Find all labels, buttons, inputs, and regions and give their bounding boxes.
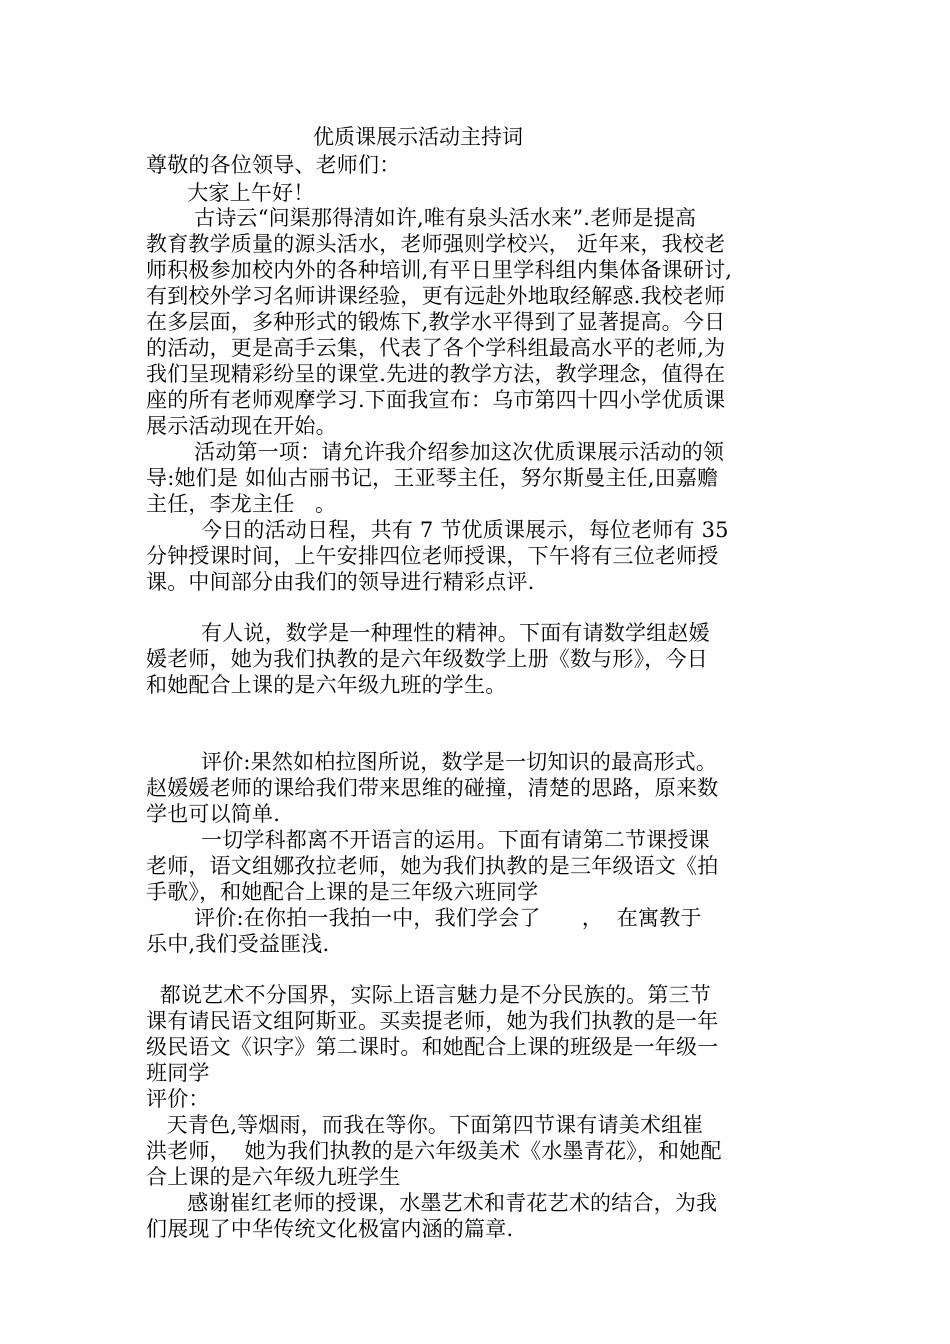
text-line: 主任，李龙主任 。 (146, 492, 337, 516)
text-line: 课。中间部分由我们的领导进行精彩点评. (146, 570, 535, 594)
text-line: 师积极参加校内外的各种培训,有平日里学科组内集体备课研讨, (146, 258, 733, 282)
text-line: 的活动，更是高手云集，代表了各个学科组最高水平的老师,为 (146, 336, 726, 360)
text-line: 评价:在你拍一我拍一中，我们学会了 ， 在寓教于 (146, 906, 702, 930)
text-line: 乐中,我们受益匪浅. (146, 932, 330, 956)
text-line: 天青色,等烟雨，而我在等你。下面第四节课有请美术组崔 (146, 1113, 704, 1137)
text-line: 在多层面，多种形式的锻炼下,教学水平得到了显著提高。今日 (146, 310, 726, 334)
text-line: 都说艺术不分国界，实际上语言魅力是不分民族的。第三节 (146, 983, 711, 1007)
text-line: 有到校外学习名师讲课经验，更有远赴外地取经解惑.我校老师 (146, 284, 726, 308)
text-line: 学也可以简单. (146, 802, 281, 826)
document-title: 优质课展示活动主持词 (313, 125, 523, 149)
text-line: 展示活动现在开始。 (146, 414, 337, 438)
text-line: 合上课的是六年级九班学生 (146, 1165, 401, 1189)
text-line: 和她配合上课的是六年级九班的学生。 (146, 673, 507, 697)
text-line: 我们呈现精彩纷呈的课堂.先进的教学方法，教学理念，值得在 (146, 362, 726, 386)
text-line: 有人说，数学是一种理性的精神。下面有请数学组赵媛 (146, 621, 710, 645)
text-line: 手歌》，和她配合上课的是三年级六班同学 (146, 880, 539, 904)
text-line: 尊敬的各位领导、老师们： (146, 153, 401, 177)
text-line: 古诗云“问渠那得清如许,唯有泉头活水来”.老师是提高 (146, 206, 697, 230)
text-line: 们展现了中华传统文化极富内涵的篇章. (146, 1217, 514, 1241)
text-line: 活动第一项：请允许我介绍参加这次优质课展示活动的领 (146, 440, 725, 464)
text-line: 教育教学质量的源头活水，老师强则学校兴， 近年来，我校老 (146, 232, 726, 256)
text-line: 一切学科都离不开语言的运用。下面有请第二节课授课 (146, 828, 710, 852)
text-line: 班同学 (146, 1061, 210, 1085)
text-line: 评价:果然如柏拉图所说，数学是一切知识的最高形式。 (146, 750, 718, 774)
text-line: 座的所有老师观摩学习.下面我宣布：乌市第四十四小学优质课 (146, 388, 726, 412)
text-line: 分钟授课时间，上午安排四位老师授课，下午将有三位老师授 (146, 544, 719, 568)
text-line: 级民语文《识字》第二课时。和她配合上课的班级是一年级一 (146, 1035, 719, 1059)
text-line: 今日的活动日程，共有 7 节优质课展示，每位老师有 35 (146, 518, 729, 542)
text-line: 老师，语文组娜孜拉老师，她为我们执教的是三年级语文《拍 (146, 854, 719, 878)
text-line: 导:她们是 如仙古丽书记，王亚琴主任，努尔斯曼主任,田嘉赡 (146, 466, 719, 490)
text-line: 洪老师， 她为我们执教的是六年级美术《水墨青花》，和她配 (146, 1139, 722, 1163)
text-line: 赵媛媛老师的课给我们带来思维的碰撞，清楚的思路，原来数 (146, 776, 719, 800)
text-line: 大家上午好！ (146, 181, 315, 205)
text-line: 感谢崔红老师的授课，水墨艺术和青花艺术的结合，为我 (146, 1191, 718, 1215)
text-line: 评价： (146, 1087, 210, 1111)
text-line: 媛老师，她为我们执教的是六年级数学上册《数与形》，今日 (146, 647, 708, 671)
text-line: 课有请民语文组阿斯亚。买卖提老师，她为我们执教的是一年 (146, 1009, 719, 1033)
